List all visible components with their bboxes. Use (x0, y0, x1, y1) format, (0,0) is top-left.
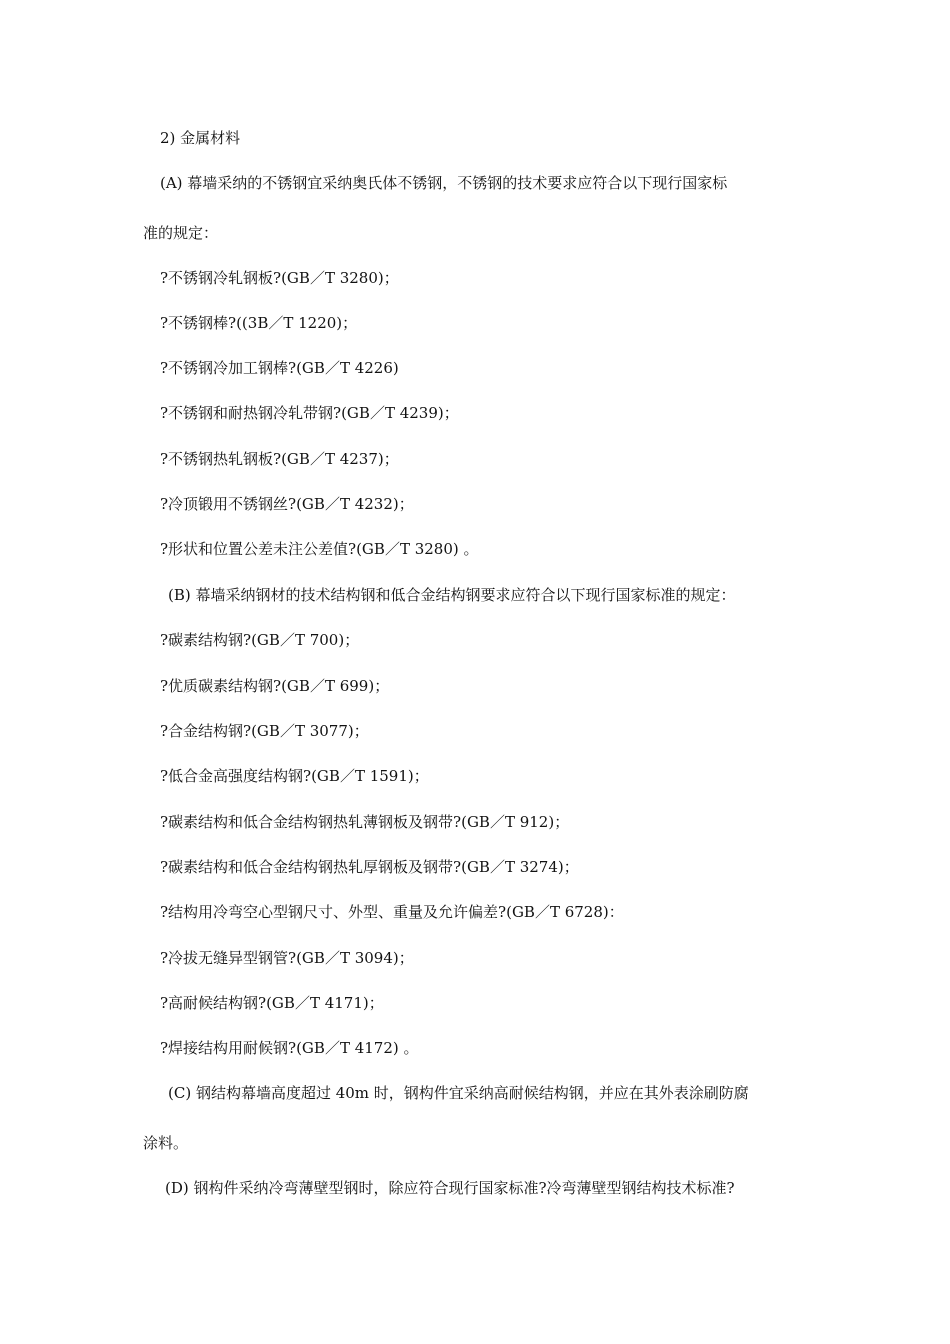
paragraph-a-line-1: (A) 幕墙采纳的不锈钢宜采纳奥氏体不锈钢，不锈钢的技术要求应符合以下现行国家标 (160, 174, 728, 192)
list-item: ?不锈钢冷加工钢棒?(GB／T 4226) (160, 359, 399, 377)
list-item: ?冷拔无缝异型钢管?(GB／T 3094)； (160, 949, 414, 967)
list-item: ?不锈钢棒?((3B／T 1220)； (160, 314, 358, 332)
list-item: ?碳素结构和低合金结构钢热轧厚钢板及钢带?(GB／T 3274)； (160, 858, 579, 876)
list-item: ?形状和位置公差未注公差值?(GB／T 3280) 。 (160, 540, 479, 558)
section-heading: 2) 金属材料 (160, 129, 241, 147)
list-item: ?高耐候结构钢?(GB／T 4171)； (160, 994, 384, 1012)
list-item: ?不锈钢冷轧钢板?(GB／T 3280)； (160, 269, 399, 287)
list-item: ?碳素结构和低合金结构钢热轧薄钢板及钢带?(GB／T 912)； (160, 813, 570, 831)
list-item: ?优质碳素结构钢?(GB／T 699)； (160, 677, 390, 695)
paragraph-c-line-1: (C) 钢结构幕墙高度超过 40m 时，钢构件宜采纳高耐候结构钢，并应在其外表涂刷防腐 (168, 1084, 749, 1102)
paragraph-c-line-2: 涂料。 (143, 1134, 189, 1152)
list-item: ?不锈钢热轧钢板?(GB／T 4237)； (160, 450, 399, 468)
paragraph-d-line-1: (D) 钢构件采纳冷弯薄壁型钢时，除应符合现行国家标准?冷弯薄壁型钢结构技术标准? (165, 1179, 735, 1197)
list-item: ?结构用冷弯空心型钢尺寸、外型、重量及允许偏差?(GB／T 6728)： (160, 903, 624, 921)
list-item: ?冷顶锻用不锈钢丝?(GB／T 4232)； (160, 495, 414, 513)
paragraph-b: (B) 幕墙采纳钢材的技术结构钢和低合金结构钢要求应符合以下现行国家标准的规定： (168, 586, 736, 604)
paragraph-a-line-2: 准的规定： (143, 224, 219, 242)
list-item: ?不锈钢和耐热钢冷轧带钢?(GB／T 4239)； (160, 404, 459, 422)
list-item: ?合金结构钢?(GB／T 3077)； (160, 722, 369, 740)
list-item: ?低合金高强度结构钢?(GB／T 1591)； (160, 767, 429, 785)
list-item: ?焊接结构用耐候钢?(GB／T 4172) 。 (160, 1039, 419, 1057)
list-item: ?碳素结构钢?(GB／T 700)； (160, 631, 360, 649)
